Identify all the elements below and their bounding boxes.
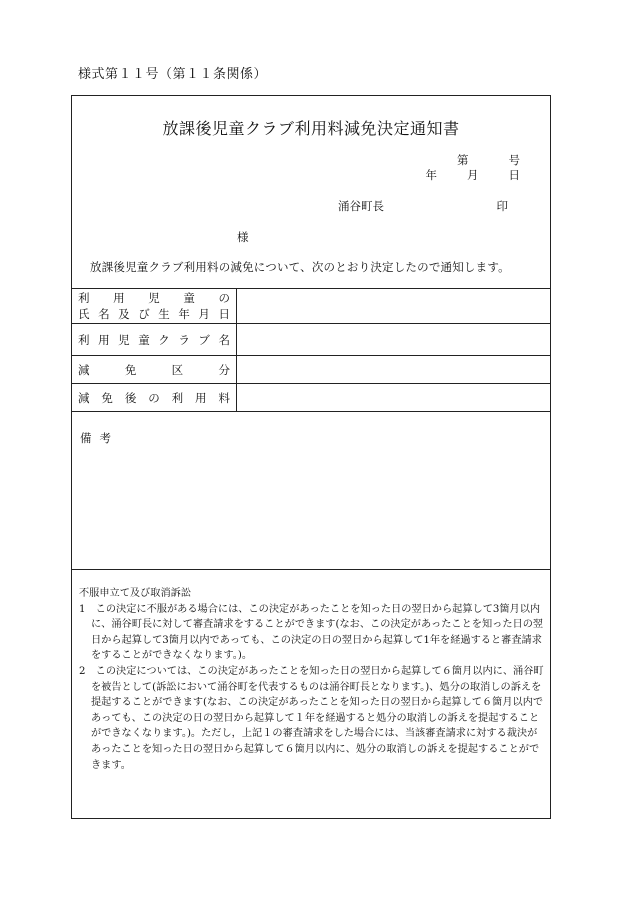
row-value-exemption-class[interactable] [237,356,550,383]
form-number: 様式第１１号（第１１条関係） [78,67,268,82]
date-year: 年 [425,168,437,182]
date-month: 月 [467,168,479,182]
issuer-name: 涌谷町長 [338,199,384,213]
table-row-exemption-class [72,355,550,383]
row-value-child-name[interactable] [237,289,550,323]
appeal-notice [79,586,544,773]
label-line-2: 氏 名 及 び 生 年 月 日 [78,307,230,321]
document-number [457,152,520,168]
appeal-item-2: 2 この決定については、この決定があったことを知った日の翌日から起算して６箇月以内に、涌谷町を被告として(訴訟において涌谷町を代表するものは涌谷町長となります。)、処分の取消しの訴えを提起することができます(なお、この決定があったことを知った日の翌日から起算して６箇月以内であっても、この決定の日の翌日から起算して１年を経過すると処分の取消しの訴えを提起することができなくなります。)。ただし，上記１の審査請求をした場合には、当該審査請求に対する裁決があったことを知った日の翌日から起算して６箇月以内に、処分の取消しの訴えを提起することができます。 [79,665,544,771]
row-value-club-name[interactable] [237,324,550,355]
appeal-heading: 不服申立て及び取消訴訟 [79,588,192,599]
date-day: 日 [508,168,520,182]
table-row-fee-after [72,383,550,411]
table-row-club-name [72,323,550,355]
appeal-section [72,569,550,818]
row-label-fee-after: 減 免 後 の 利 用 料 [72,384,237,411]
document-title: 放課後児童クラブ利用料減免決定通知書 [162,119,460,138]
remarks-section [72,411,550,569]
remarks-label: 備考 [80,431,119,445]
doc-number-dai: 第 [457,153,469,167]
remarks-area[interactable] [72,412,550,569]
doc-number-go: 号 [508,153,520,167]
intro-text: 放課後児童クラブ利用料の減免について、次のとおり決定したので通知します。 [90,260,510,274]
row-label-child-name [72,289,237,323]
row-value-fee-after[interactable] [237,384,550,411]
document-date [426,167,521,183]
row-label-exemption-class: 減 免 区 分 [72,356,237,383]
seal-mark: 印 [496,199,508,213]
label-line-1: 利 用 児 童 の [78,291,230,305]
table-row-child-name [72,288,550,323]
notice-form [71,95,551,819]
row-label-club-name: 利 用 児 童 ク ラ ブ 名 [72,324,237,355]
appeal-item-1: 1 この決定に不服がある場合には、この決定があったことを知った日の翌日から起算して3箇月以内に、涌谷町長に対して審査請求をすることができます(なお、この決定があったことを知った日の翌日から起算して3箇月以内であっても、この決定の日の翌日から起算して1年を経過すると審査請求をすることができなくなります。)。 [79,603,544,662]
addressee: 様 [237,230,249,244]
